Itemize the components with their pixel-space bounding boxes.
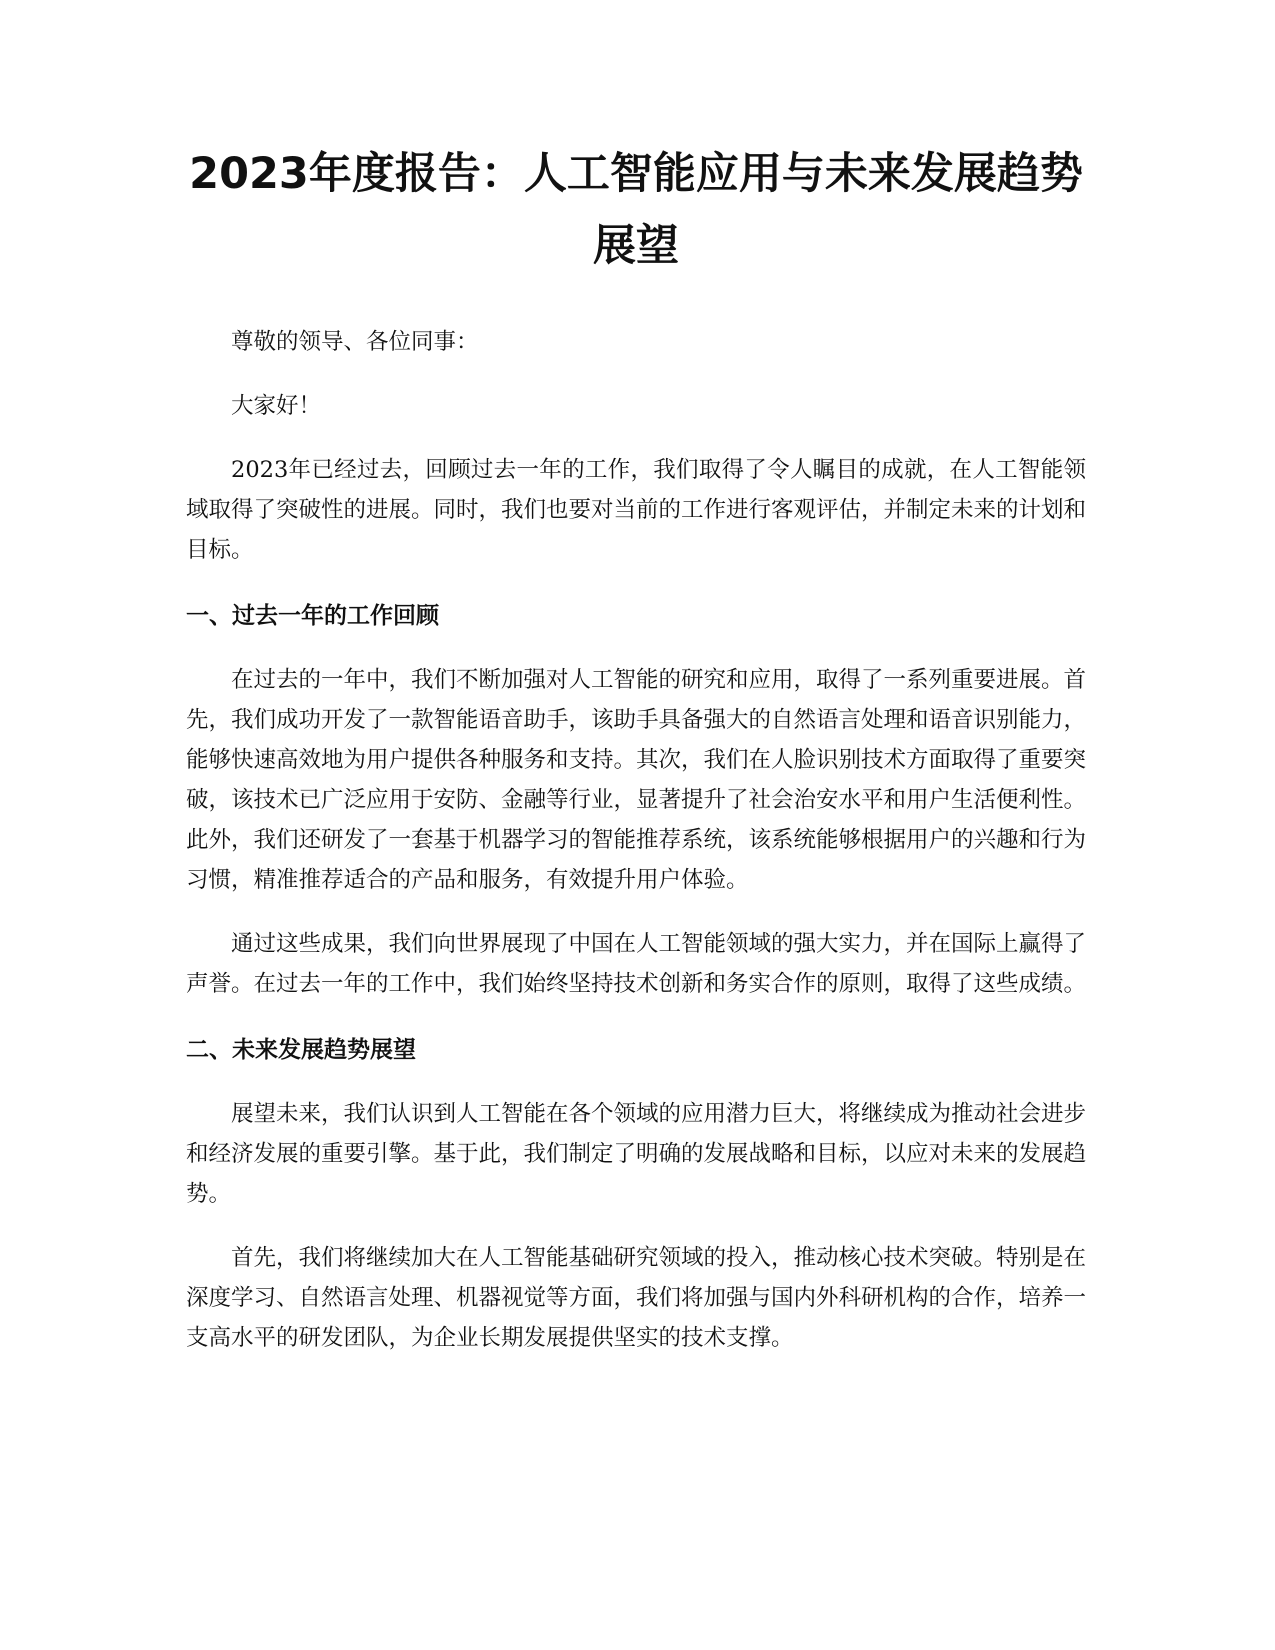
- outlook-paragraph-2: 首先，我们将继续加大在人工智能基础研究领域的投入，推动核心技术突破。特别是在深度学习、自然语言处理、机器视觉等方面，我们将加强与国内外科研机构的合作，培养一支高水平的研发团队，为企业长期发展提供坚实的技术支撑。: [186, 1245, 1087, 1351]
- salutation: 尊敬的领导、各位同事：: [231, 329, 479, 355]
- title-block: [186, 138, 1086, 282]
- outlook-paragraph-1: 展望未来，我们认识到人工智能在各个领域的应用潜力巨大，将继续成为推动社会进步和经济发展的重要引擎。基于此，我们制定了明确的发展战略和目标，以应对未来的发展趋势。: [186, 1101, 1087, 1207]
- section-heading-review: 一、过去一年的工作回顾: [186, 603, 439, 629]
- page-title: 2023年度报告：人工智能应用与未来发展趋势展望: [189, 149, 1083, 271]
- review-paragraph-2: 通过这些成果，我们向世界展现了中国在人工智能领域的强大实力，并在国际上赢得了声誉。在过去一年的工作中，我们始终坚持技术创新和务实合作的原则，取得了这些成绩。: [186, 931, 1087, 997]
- intro-paragraph: 2023年已经过去，回顾过去一年的工作，我们取得了令人瞩目的成就，在人工智能领域取得了突破性的进展。同时，我们也要对当前的工作进行客观评估，并制定未来的计划和目标。: [186, 457, 1087, 563]
- review-paragraph-1: 在过去的一年中，我们不断加强对人工智能的研究和应用，取得了一系列重要进展。首先，我们成功开发了一款智能语音助手，该助手具备强大的自然语言处理和语音识别能力，能够快速高效地为用户提供各种服务和支持。其次，我们在人脸识别技术方面取得了重要突破，该技术已广泛应用于安防、金融等行业，显著提升了社会治安水平和用户生活便利性。此外，我们还研发了一套基于机器学习的智能推荐系统，该系统能够根据用户的兴趣和行为习惯，精准推荐适合的产品和服务，有效提升用户体验。: [186, 667, 1087, 893]
- document-page: [186, 138, 1086, 1358]
- section-heading-outlook: 二、未来发展趋势展望: [186, 1037, 416, 1063]
- greeting: 大家好！: [231, 393, 322, 419]
